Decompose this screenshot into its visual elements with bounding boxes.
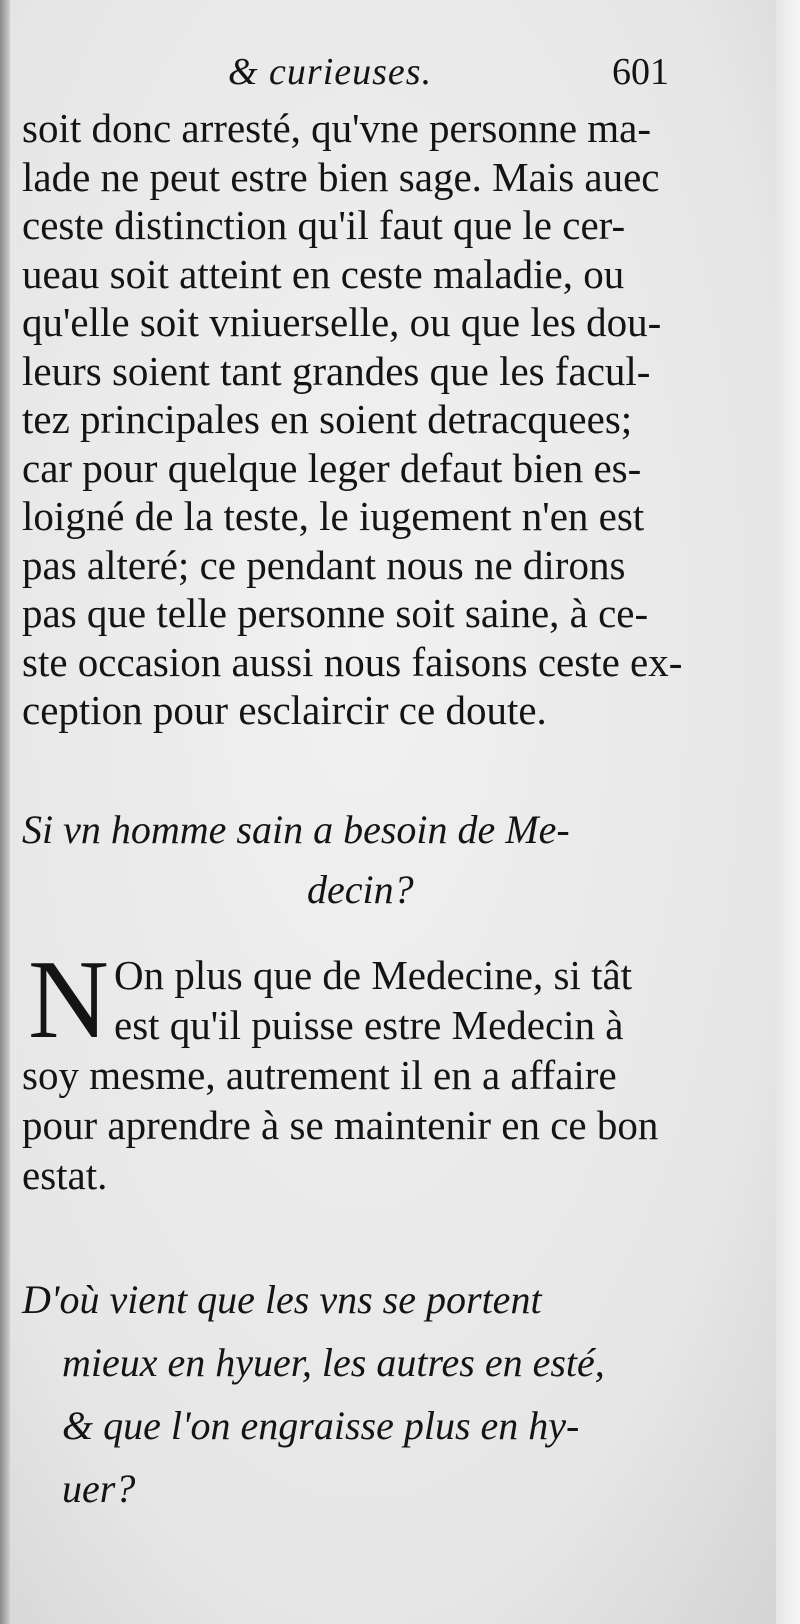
text-line: On plus que de Medecine, si tât [114, 952, 633, 998]
text-line: estat. [22, 1152, 108, 1198]
text-line: soit donc arresté, qu'vne personne ma- [22, 105, 652, 151]
heading-line: D'où vient que les vns se portent [22, 1277, 542, 1322]
section-heading-2 [22, 1268, 682, 1520]
text-line: lade ne peut estre bien sage. Mais auec [22, 153, 660, 200]
paragraph-1 [22, 104, 682, 735]
heading-line: decin? [307, 867, 414, 912]
page-gutter-shadow [0, 0, 10, 1624]
text-line: pour aprendre à se maintenir en ce bon [22, 1102, 659, 1148]
text-line: pas que telle personne soit saine, à ce- [22, 590, 649, 636]
heading-line: Si vn homme sain a besoin de Me- [22, 807, 570, 852]
text-line: leurs soient tant grandes que les facul- [22, 347, 651, 394]
text-line: tez principales en soient detracquees; [22, 396, 633, 442]
heading-line: mieux en hyuer, les autres en esté, [62, 1340, 605, 1385]
running-head: & curieuses. [228, 51, 433, 93]
text-line: pas alteré; ce pendant nous ne dirons [22, 541, 626, 588]
text-line: ception pour esclaircir ce doute. [22, 687, 547, 733]
section-heading-1 [22, 800, 682, 920]
text-line: est qu'il puisse estre Medecin à [114, 1002, 624, 1048]
text-line: ueau soit atteint en ceste maladie, ou [22, 250, 625, 297]
page-header [0, 50, 800, 110]
text-line: ceste distinction qu'il faut que le cer- [22, 202, 626, 248]
heading-line: uer? [62, 1466, 136, 1511]
text-line: qu'elle soit vniuerselle, ou que les dou- [22, 299, 662, 345]
text-line: soy mesme, autrement il en a affaire [22, 1052, 617, 1098]
page-edge [776, 0, 800, 1624]
heading-line: & que l'on engraisse plus en hy- [62, 1403, 580, 1448]
page-number: 601 [612, 51, 669, 93]
text-line: loigné de la teste, le iugement n'en est [22, 493, 645, 539]
text-line: ste occasion aussi nous faisons ceste ex- [22, 638, 683, 685]
text-line: car pour quelque leger defaut bien es- [22, 444, 642, 491]
drop-cap: N [28, 938, 109, 1062]
